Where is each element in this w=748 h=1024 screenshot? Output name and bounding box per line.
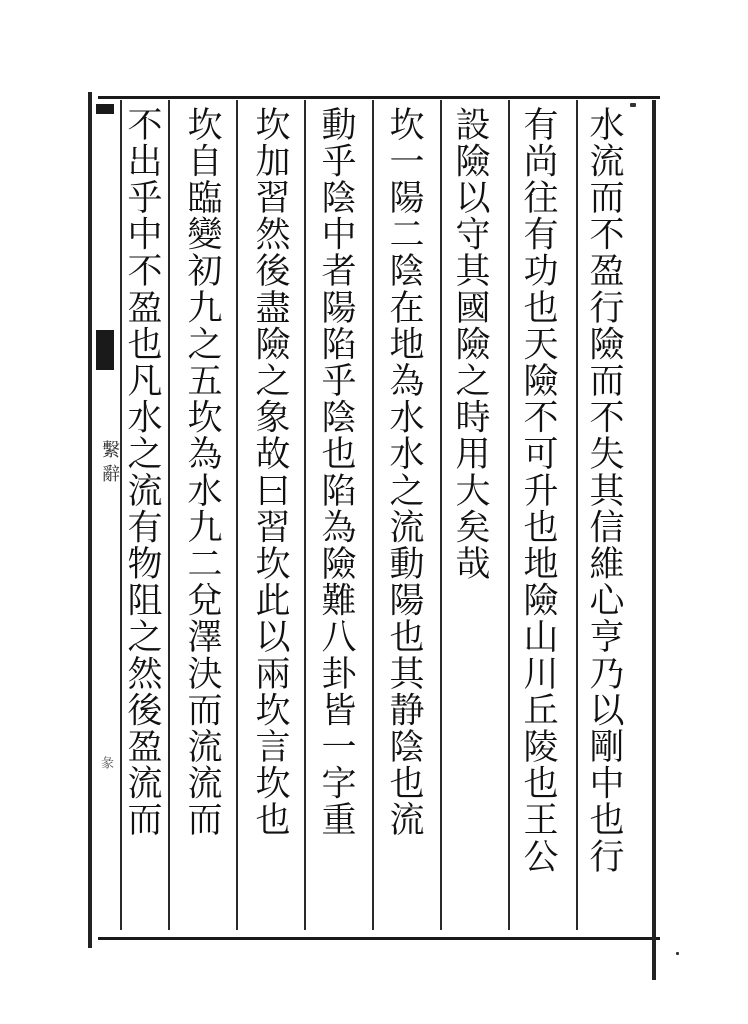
- column-rule: [372, 100, 374, 930]
- column-rule: [576, 100, 578, 930]
- column-rule: [236, 100, 238, 930]
- text-column-3: 設險以守其國險之時用大矣哉: [450, 106, 490, 582]
- frame-right-border: [652, 100, 656, 980]
- frame-left-border: [88, 92, 92, 948]
- text-column-7: 坎自臨變初九之五坎為水九二兌澤決而流流而: [182, 106, 222, 838]
- text-column-2: 有尚往有功也天險不可升也地險山川丘陵也王公: [518, 106, 558, 875]
- fold-margin: [94, 96, 120, 934]
- text-column-5: 動乎陰中者陽陷乎陰也陷為險難八卦皆一字重: [316, 106, 356, 838]
- text-column-1: 水流而不盈行險而不失其信維心亨乃以剛中也行: [584, 106, 624, 875]
- text-column-8: 不出乎中不盈也凡水之流有物阻之然後盈流而: [122, 106, 162, 838]
- margin-page-label: 彖: [98, 756, 113, 769]
- column-rule: [168, 100, 170, 930]
- text-column-4: 坎一陽二陰在地為水水之流動陽也其静陰也流: [384, 106, 424, 838]
- column-rule: [440, 100, 442, 930]
- column-rule: [508, 100, 510, 930]
- text-column-6: 坎加習然後盡險之象故曰習坎此以兩坎言坎也: [250, 106, 290, 838]
- ink-speck: [630, 103, 636, 107]
- margin-title: 繫辭: [99, 440, 120, 488]
- fish-tail-mark: [96, 330, 114, 370]
- column-rule: [304, 100, 306, 930]
- fold-mark-top: [96, 104, 114, 114]
- ink-speck: [676, 952, 679, 955]
